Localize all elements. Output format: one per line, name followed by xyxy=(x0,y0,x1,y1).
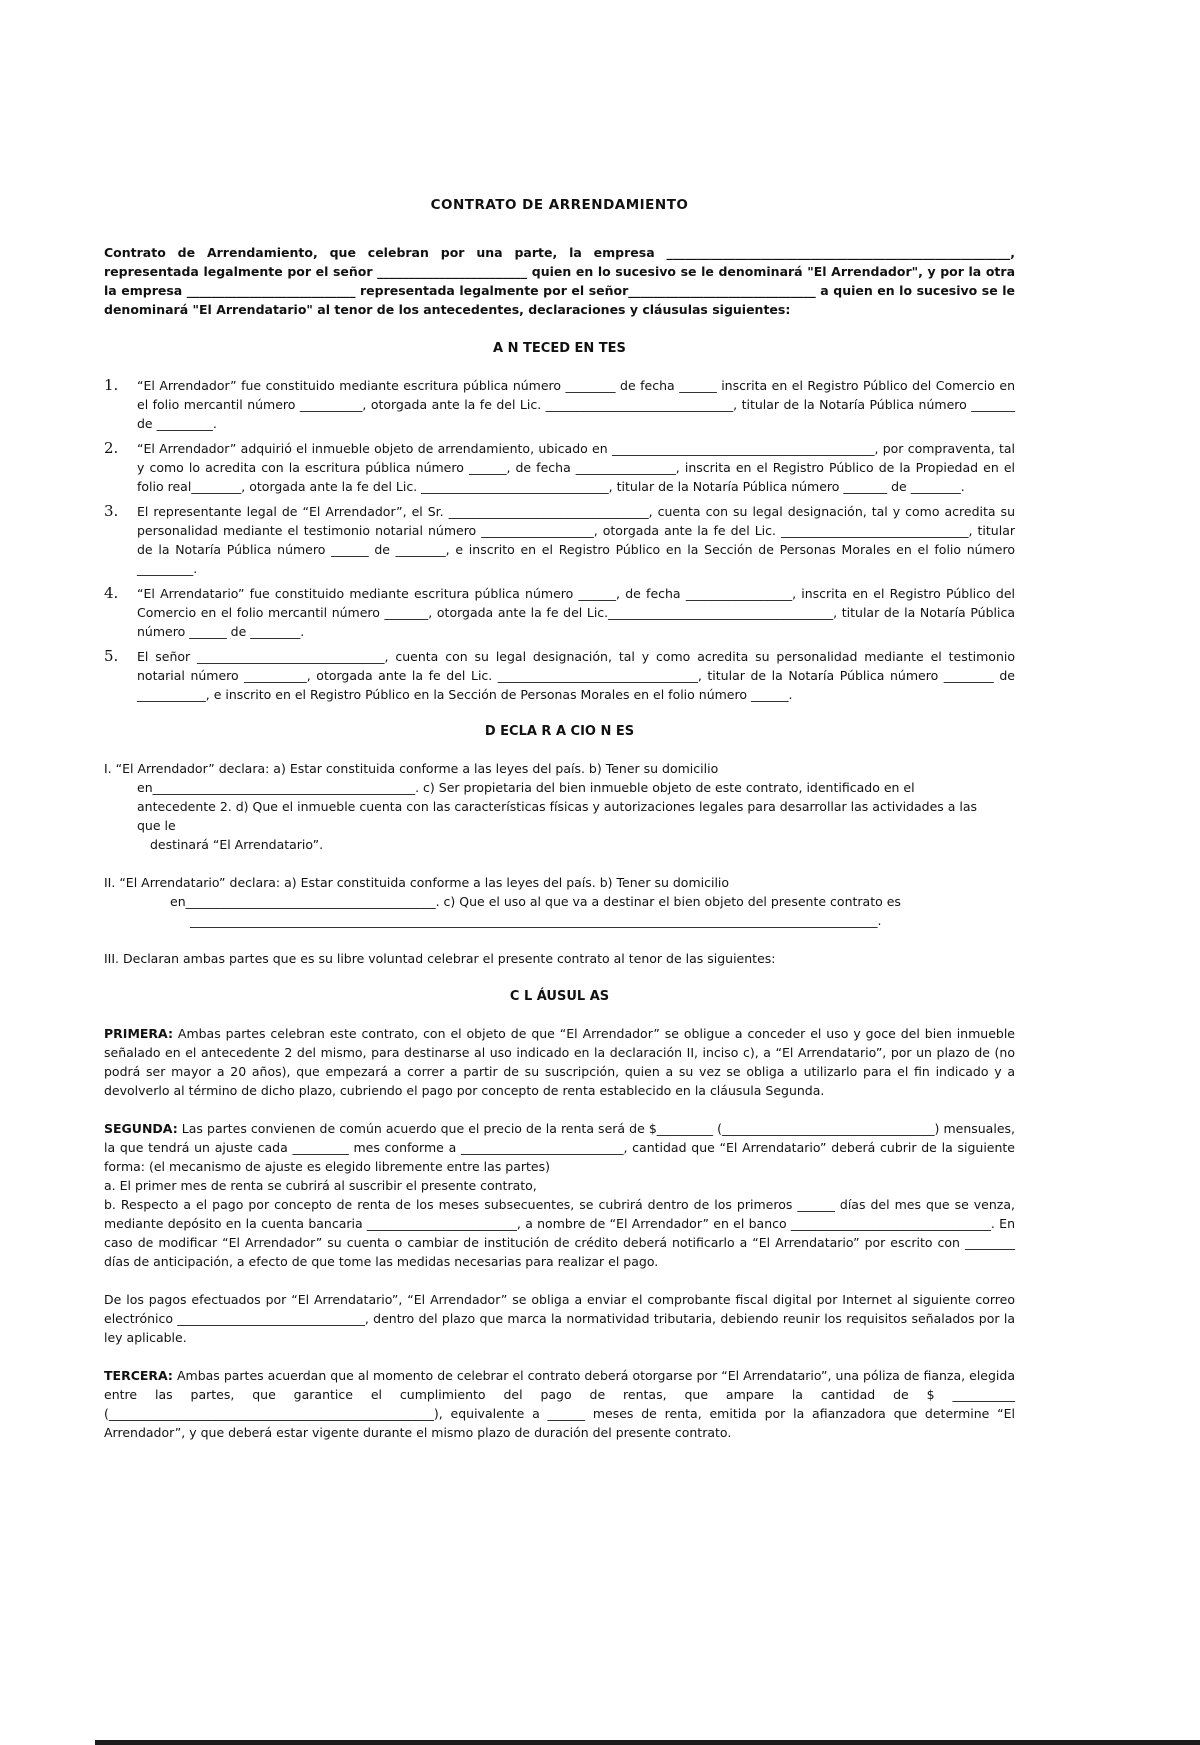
page-bottom-edge xyxy=(95,1740,1200,1745)
item-text: “El Arrendador” fue constituido mediante escritura pública número ________ de fecha ______ inscrita en el Registro Público del Comercio en el folio mercantil número __________, otorgada ante la fe del Lic. ______________________________, titular de la Notaría Pública número _______ de _________. xyxy=(137,378,1015,431)
item-text: “El Arrendatario” fue constituido mediante escritura pública número ______, de fecha _________________, inscrita en el Registro Público del Comercio en el folio mercantil número _______, otorgada ante la fe del Lic.____________________________________, titular de la Notaría Pública número ______ de ________. xyxy=(137,586,1015,639)
clause-tercera-text: Ambas partes acuerdan que al momento de celebrar el contrato deberá otorgarse por “El Arrendatario”, una póliza de fianza, elegida entre las partes, que garantice el cumplimiento del pago de rentas, que ampare la cantidad de $ __________ (____________________________________________________), equivalente a ______ meses de renta, emitida por la afianzadora que determine “El Arrendador”, y que deberá estar vigente durante el mismo plazo de duración del presente contrato. xyxy=(104,1368,1015,1440)
clause-pagos: De los pagos efectuados por “El Arrendatario”, “El Arrendador” se obliga a enviar el comprobante fiscal digital por Internet al siguiente correo electrónico ______________________________, dentro del plazo que marca la normatividad tributaria, debiendo reunir los requisitos señalados por la ley aplicable. xyxy=(104,1292,1015,1345)
declaration-1-line-2: en__________________________________________. c) Ser propietaria del bien inmueble objeto de este contrato, identificado en el xyxy=(137,780,915,795)
section-heading-antecedentes: A N TECED EN TES xyxy=(493,341,626,356)
item-text: El señor ______________________________, cuenta con su legal designación, tal y como acredita su personalidad mediante el testimonio notarial número __________, otorgada ante la fe del Lic. ________________________________, titular de la Notaría Pública número ________ de ___________, e inscrito en el Registro Público en la Sección de Personas Morales en el folio número ______. xyxy=(137,649,1015,702)
item-number: 1. xyxy=(104,376,119,394)
clause-segunda xyxy=(104,1119,1015,1176)
contract-title: CONTRATO DE ARRENDAMIENTO xyxy=(430,197,689,213)
declaration-2-line-2: en________________________________________. c) Que el uso al que va a destinar el bien objeto del presente contrato es xyxy=(170,894,901,909)
intro-paragraph: Contrato de Arrendamiento, que celebran por una parte, la empresa _______________________________________________________, representada legalmente por el señor ________________________ quien en lo sucesivo se le denominará "El Arrendador", y por la otra la empresa ___________________________ representada legalmente por el señor______________________________ a quien en lo sucesivo se le denominará "El Arrendatario" al tenor de los antecedentes, declaraciones y cláusulas siguientes: xyxy=(104,245,1015,317)
declaration-2 xyxy=(104,873,1015,930)
clause-primera xyxy=(104,1024,1015,1100)
declaration-1-line-1: I. “El Arrendador” declara: a) Estar constituida conforme a las leyes del país. b) Tener su domicilio xyxy=(104,761,719,776)
declaration-1-line-4: que le xyxy=(137,818,176,833)
declaration-3-line-1: III. Declaran ambas partes que es su libre voluntad celebrar el presente contrato al tenor de las siguientes: xyxy=(104,951,776,966)
antecedente-item-4 xyxy=(104,584,1015,641)
clause-segunda-item-b: b. Respecto a el pago por concepto de renta de los meses subsecuentes, se cubrirá dentro de los primeros ______ días del mes que se venza, mediante depósito en la cuenta bancaria ________________________, a nombre de “El Arrendador” en el banco ________________________________. En caso de modificar “El Arrendador” su cuenta o cambiar de institución de crédito deberá notificarlo a “El Arrendatario” por escrito con ________ días de anticipación, a efecto de que tome las medidas necesarias para realizar el pago. xyxy=(104,1197,1015,1269)
antecedentes-list xyxy=(104,376,1015,704)
declaration-1-line-5: destinará “El Arrendatario”. xyxy=(150,837,324,852)
declaration-2-line-3: ______________________________________________________________________________________________________________. xyxy=(190,913,882,928)
antecedente-item-3 xyxy=(104,502,1015,578)
item-number: 5. xyxy=(104,647,119,665)
section-heading-clausulas: C L ÁUSUL AS xyxy=(509,989,610,1004)
antecedente-item-1 xyxy=(104,376,1015,433)
section-heading-declaraciones: D ECLA R A CIO N ES xyxy=(484,724,635,739)
declaration-3 xyxy=(104,949,1015,968)
declaration-2-line-1: II. “El Arrendatario” declara: a) Estar constituida conforme a las leyes del país. b) Tener su domicilio xyxy=(104,875,730,890)
document-content xyxy=(104,196,1015,1461)
clause-tercera xyxy=(104,1366,1015,1442)
antecedente-item-5 xyxy=(104,647,1015,704)
clause-tercera-label: TERCERA: xyxy=(104,1368,173,1383)
declaration-1 xyxy=(104,759,1015,854)
clause-segunda-label: SEGUNDA: xyxy=(104,1121,178,1136)
item-text: “El Arrendador” adquirió el inmueble objeto de arrendamiento, ubicado en __________________________________________, por compraventa, tal y como lo acredita con la escritura pública número ______, de fecha ________________, inscrita en el Registro Público de la Propiedad en el folio real________, otorgada ante la fe del Lic. ______________________________, titular de la Notaría Pública número _______ de ________. xyxy=(137,441,1015,494)
declaration-1-line-3: antecedente 2. d) Que el inmueble cuenta con las características físicas y autorizaciones legales para desarrollar las actividades a las xyxy=(137,799,978,814)
item-number: 2. xyxy=(104,439,119,457)
antecedente-item-2 xyxy=(104,439,1015,496)
item-number: 4. xyxy=(104,584,119,602)
clause-segunda-text: Las partes convienen de común acuerdo que el precio de la renta será de $_________ (__________________________________) mensuales, la que tendrá un ajuste cada _________ mes conforme a __________________________, cantidad que “El Arrendatario” deberá cubrir de la siguiente forma: (el mecanismo de ajuste es elegido libremente entre las partes) xyxy=(104,1121,1015,1174)
clause-segunda-item-a: a. El primer mes de renta se cubrirá al suscribir el presente contrato, xyxy=(104,1178,537,1193)
clause-primera-label: PRIMERA: xyxy=(104,1026,173,1041)
item-number: 3. xyxy=(104,502,119,520)
item-text: El representante legal de “El Arrendador”, el Sr. ________________________________, cuenta con su legal designación, tal y como acredita su personalidad mediante el testimonio notarial número __________________, otorgada ante la fe del Lic. ______________________________, titular de la Notaría Pública número ______ de ________, e inscrito en el Registro Público en la Sección de Personas Morales en el folio número _________. xyxy=(137,504,1015,576)
clause-primera-text: Ambas partes celebran este contrato, con el objeto de que “El Arrendador” se obligue a conceder el uso y goce del bien inmueble señalado en el antecedente 2 del mismo, para destinarse al uso indicado en la declaración II, inciso c), a “El Arrendatario”, por un plazo de (no podrá ser mayor a 20 años), que empezará a correr a partir de su suscripción, quien a su vez se obliga a utilizarlo para el fin indicado y a devolverlo al término de dicho plazo, cubriendo el pago por concepto de renta establecido en la cláusula Segunda. xyxy=(104,1026,1015,1098)
